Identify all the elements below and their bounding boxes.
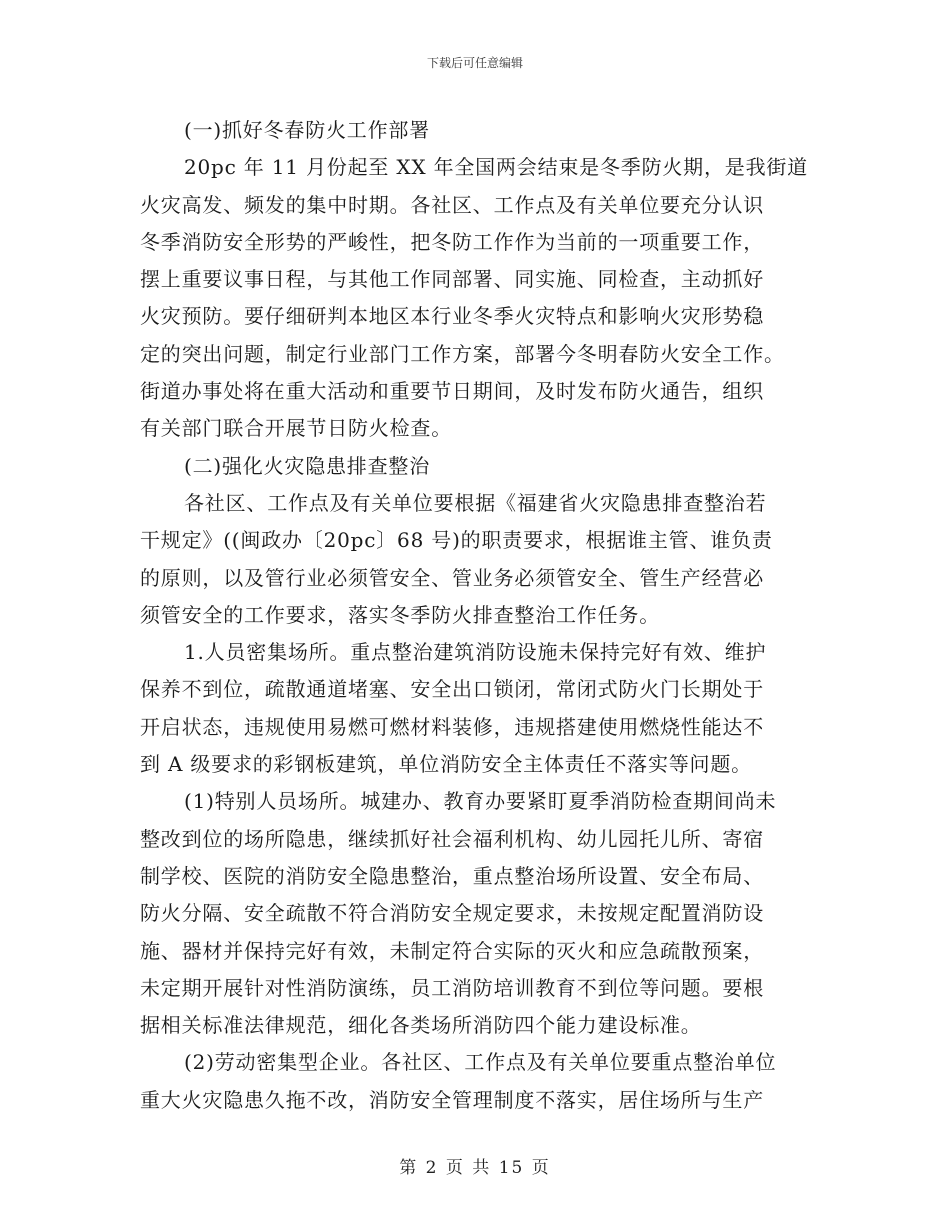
paragraph-line: 20pc 年 11 月份起至 XX 年全国两会结束是冬季防火期，是我街道 xyxy=(184,155,808,180)
page-header: 下载后可任意编辑 xyxy=(426,56,523,70)
paragraph-line: 整改到位的场所隐患，继续抓好社会福利机构、幼儿园托儿所、寄宿 xyxy=(140,826,764,851)
paragraph-line: 火灾高发、频发的集中时期。各社区、工作点及有关单位要充分认识 xyxy=(140,192,764,217)
paragraph-line: 1.人员密集场所。重点整治建筑消防设施未保持完好有效、维护 xyxy=(184,640,767,665)
paragraph-line: 定的突出问题，制定行业部门工作方案，部署今冬明春防火安全工作。 xyxy=(140,341,785,366)
paragraph-line: (1)特别人员场所。城建办、教育办要紧盯夏季消防检查期间尚未 xyxy=(184,789,777,814)
paragraph-4 xyxy=(140,783,812,1044)
paragraph-line: 未定期开展针对性消防演练，员工消防培训教育不到位等问题。要根 xyxy=(140,975,764,1000)
paragraph-line: 须管安全的工作要求，落实冬季防火排查整治工作任务。 xyxy=(140,602,660,627)
paragraph-1 xyxy=(140,149,812,447)
paragraph-line: 冬季消防安全形势的严峻性，把冬防工作作为当前的一项重要工作， xyxy=(140,229,764,254)
paragraph-line: 据相关标准法律规范，细化各类场所消防四个能力建设标准。 xyxy=(140,1013,702,1038)
document-body xyxy=(140,112,812,1119)
paragraph-line: 保养不到位，疏散通道堵塞、安全出口锁闭，常闭式防火门长期处于 xyxy=(140,677,764,702)
paragraph-line: 防火分隔、安全疏散不符合消防安全规定要求，未按规定配置消防设 xyxy=(140,901,764,926)
paragraph-line: 干规定》((闽政办〔20pc〕68 号)的职责要求，根据谁主管、谁负责 xyxy=(140,528,773,553)
paragraph-line: (2)劳动密集型企业。各社区、工作点及有关单位要重点整治单位 xyxy=(184,1050,777,1075)
paragraph-line: 有关部门联合开展节日防火检查。 xyxy=(140,416,452,441)
paragraph-line: 街道办事处将在重大活动和重要节日期间，及时发布防火通告，组织 xyxy=(140,379,764,404)
paragraph-line: 的原则，以及管行业必须管安全、管业务必须管安全、管生产经营必 xyxy=(140,565,764,590)
paragraph-line: 制学校、医院的消防安全隐患整治，重点整治场所设置、安全布局、 xyxy=(140,863,764,888)
section-heading-1: (一)抓好冬春防火工作部署 xyxy=(184,118,431,142)
paragraph-line: 到 A 级要求的彩钢板建筑，单位消防安全主体责任不落实等问题。 xyxy=(140,752,752,777)
paragraph-line: 重大火灾隐患久拖不改，消防安全管理制度不落实，居住场所与生产 xyxy=(140,1087,764,1112)
paragraph-line: 摆上重要议事日程，与其他工作同部署、同实施、同检查，主动抓好 xyxy=(140,267,764,292)
paragraph-3 xyxy=(140,634,812,783)
paragraph-2 xyxy=(140,485,812,634)
paragraph-5 xyxy=(140,1044,812,1119)
paragraph-line: 各社区、工作点及有关单位要根据《福建省火灾隐患排查整治若 xyxy=(184,490,767,515)
paragraph-line: 火灾预防。要仔细研判本地区本行业冬季火灾特点和影响火灾形势稳 xyxy=(140,304,764,329)
paragraph-line: 开启状态，违规使用易燃可燃材料装修，违规搭建使用燃烧性能达不 xyxy=(140,714,764,739)
paragraph-line: 施、器材并保持完好有效，未制定符合实际的灭火和应急疏散预案， xyxy=(140,938,764,963)
section-heading-2: (二)强化火灾隐患排查整治 xyxy=(184,453,431,478)
page-footer: 第 2 页 共 15 页 xyxy=(399,1158,551,1178)
